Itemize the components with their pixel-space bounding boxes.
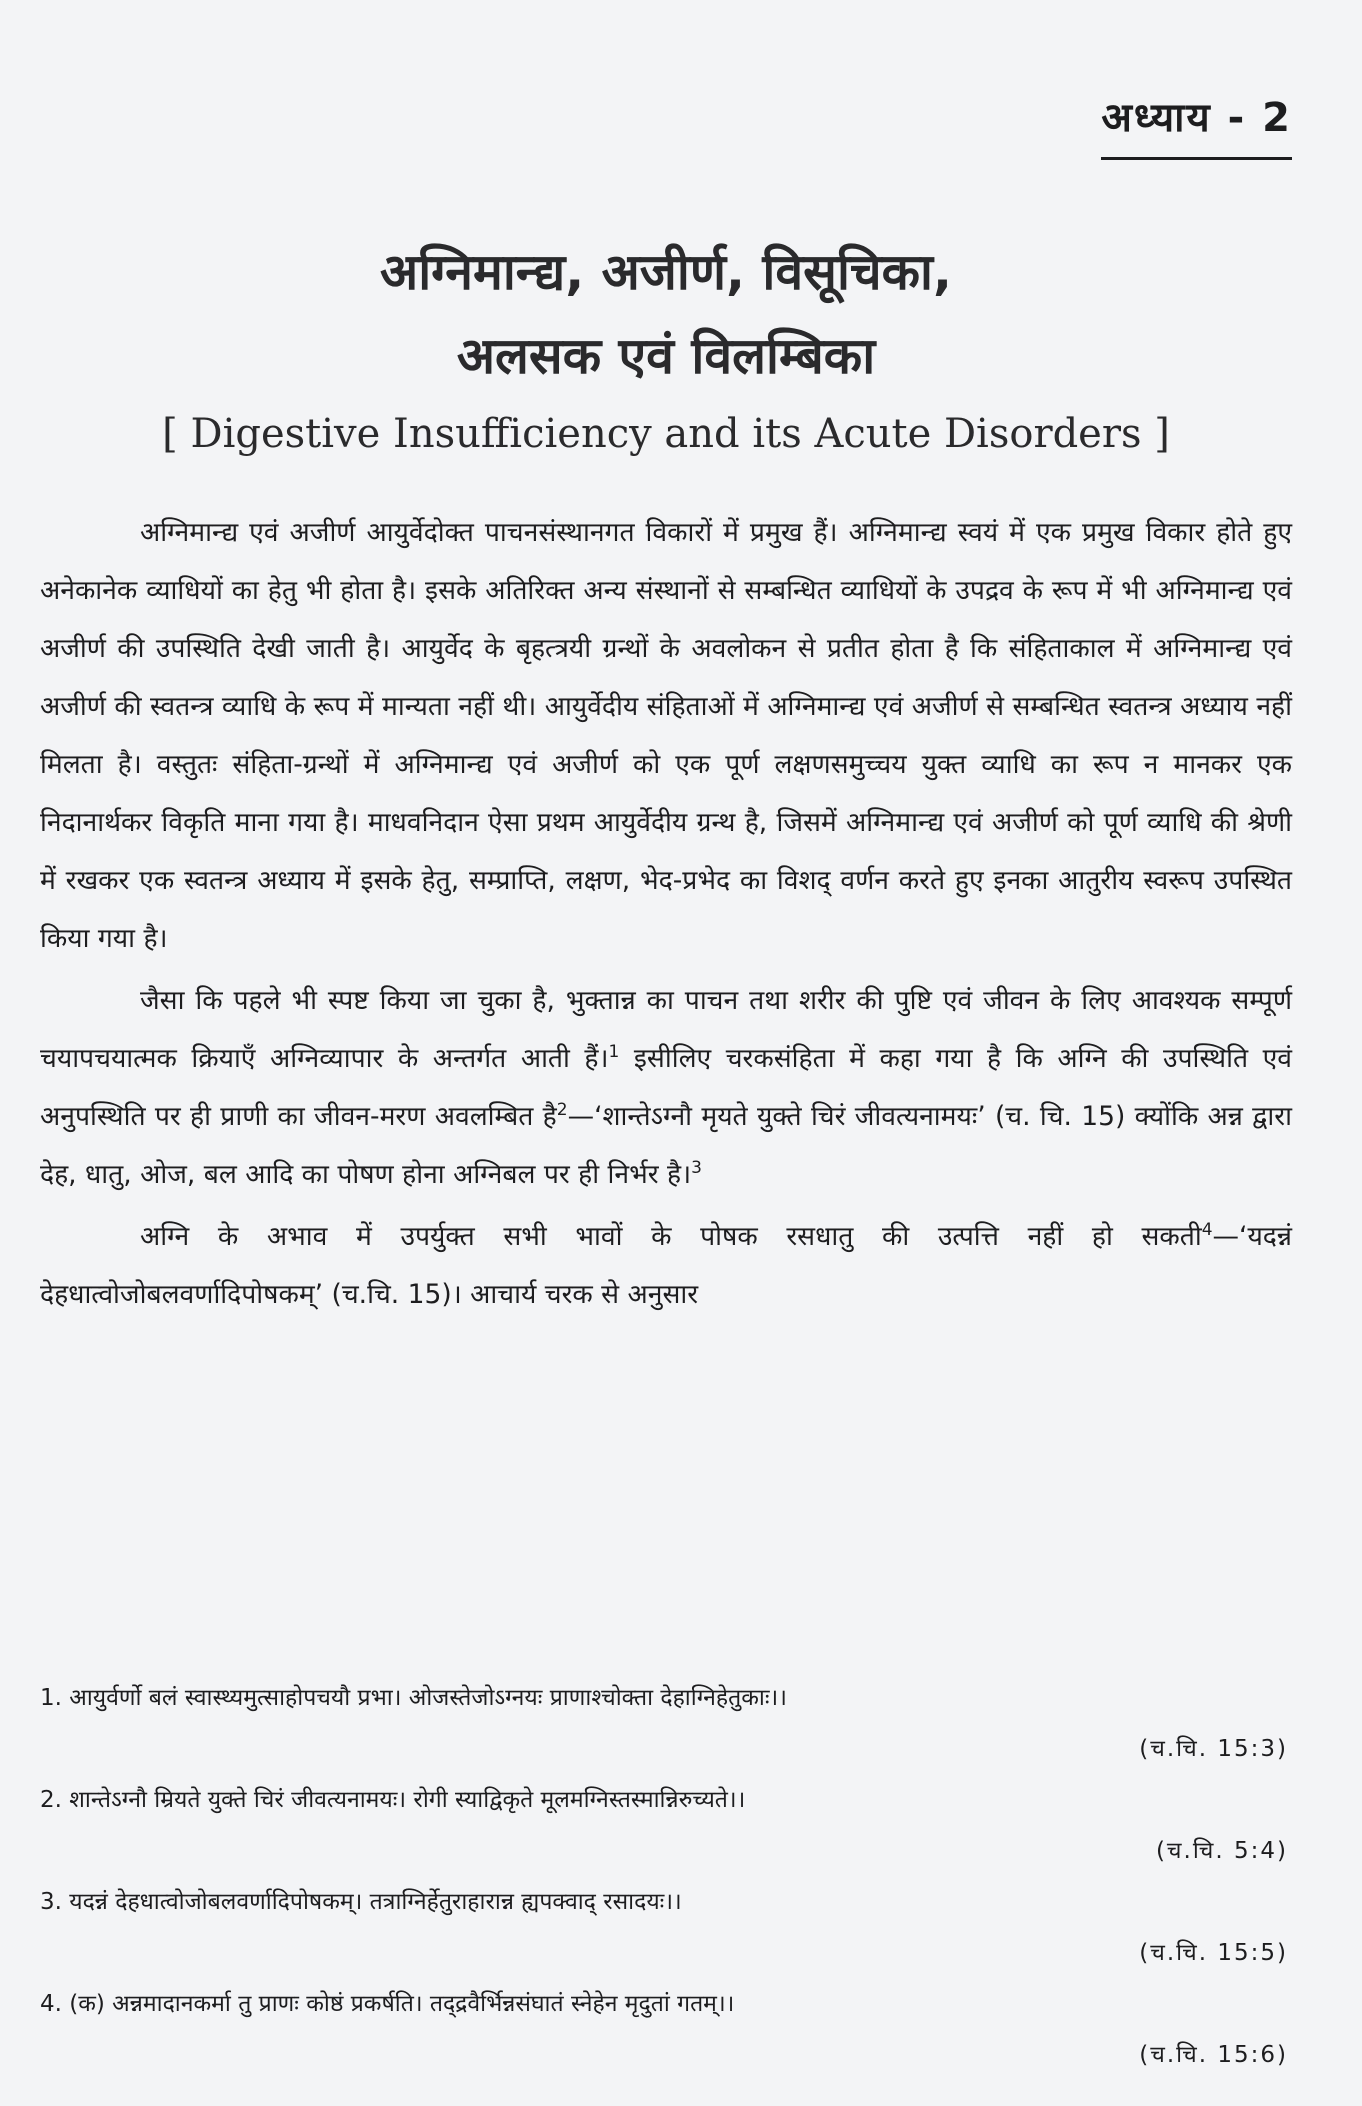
body-text	[40, 504, 1292, 1328]
title-block	[40, 230, 1292, 464]
footnote-ref-4: 4	[1201, 1220, 1213, 1240]
chapter-title-line-1: अग्निमान्द्य, अजीर्ण, विसूचिका,	[380, 243, 952, 301]
chapter-label: अध्याय - 2	[1101, 88, 1292, 160]
chapter-english-subtitle: [ Digestive Insufficiency and its Acute Disorders ]	[162, 411, 1170, 457]
paragraph-2	[40, 972, 1292, 1204]
paragraph-3	[40, 1208, 1292, 1324]
paragraph-1	[40, 504, 1292, 968]
paragraph-2-part-3: —‘शान्तेऽग्नौ मृयते युक्ते चिरं जीवत्यनामयः’ (च. चि. 15) क्योंकि अन्न द्वारा देह, धातु, ओज, बल आदि का पोषण होना अग्निबल पर ही निर्भर है।	[40, 1101, 1292, 1190]
footnote-ref-1: 1	[608, 1042, 620, 1062]
footnote-1-text: 1. आयुर्वर्णो बलं स्वास्थ्यमुत्साहोपचयौ प्रभा। ओजस्तेजोऽग्नयः प्राणाश्चोक्ता देहाग्निहेतुकाः।।	[40, 1685, 787, 1711]
paragraph-3-part-2: —‘यदन्नं देहधात्वोजोबलवर्णादिपोषकम्’ (च.चि. 15)। आचार्य चरक से अनुसार	[40, 1221, 1292, 1310]
chapter-title-line-2: अलसक एवं विलम्बिका	[456, 327, 876, 385]
footnote-ref-3: 3	[691, 1158, 702, 1178]
paragraph-1-text: अग्निमान्द्य एवं अजीर्ण आयुर्वेदोक्त पाचनसंस्थानगत विकारों में प्रमुख हैं। अग्निमान्द्य स्वयं में एक प्रमुख विकार होते हुए अनेकानेक व्याधियों का हेतु भी होता है। इसके अतिरिक्त अन्य संस्थानों से सम्बन्धित व्याधियों के उपद्रव के रूप में भी अग्निमान्द्य एवं अजीर्ण की उपस्थिति देखी जाती है। आयुर्वेद के बृहत्त्रयी ग्रन्थों के अवलोकन से प्रतीत होता है कि संहिताकाल में अग्निमान्द्य एवं अजीर्ण की स्वतन्त्र व्याधि के रूप में मान्यता नहीं थी। आयुर्वेदीय संहिताओं में अग्निमान्द्य एवं अजीर्ण से सम्बन्धित स्वतन्त्र अध्याय नहीं मिलता है। वस्तुतः संहिता-ग्रन्थों में अग्निमान्द्य एवं अजीर्ण को एक पूर्ण लक्षणसमुच्चय युक्त व्याधि का रूप न मानकर एक निदानार्थकर विकृति माना गया है। माधवनिदान ऐसा प्रथम आयुर्वेदीय ग्रन्थ है, जिसमें अग्निमान्द्य एवं अजीर्ण को पूर्ण व्याधि की श्रेणी में रखकर एक स्वतन्त्र अध्याय में इसके हेतु, सम्प्राप्ति, लक्षण, भेद-प्रभेद का विशद् वर्णन करते हुए इनका आतुरीय स्वरूप उपस्थित किया गया है।	[40, 517, 1292, 954]
footnote-1-citation: (च.चि. 15:3)	[1139, 1736, 1288, 1762]
footnote-2-citation: (च.चि. 5:4)	[1155, 1838, 1288, 1864]
footnote-2-text: 2. शान्तेऽग्नौ म्रियते युक्ते चिरं जीवत्यनामयः। रोगी स्याद्विकृते मूलमग्निस्तस्मान्निरुच्यते।।	[40, 1787, 746, 1813]
footnotes	[40, 1672, 1292, 2080]
paragraph-2-part-2: इसीलिए चरकसंहिता में कहा गया है कि अग्नि की उपस्थिति एवं अनुपस्थिति पर ही प्राणी का जीवन-मरण अवलम्बित है	[40, 1043, 1292, 1132]
footnote-ref-2: 2	[556, 1100, 568, 1120]
footnote-3-citation: (च.चि. 15:5)	[1139, 1940, 1288, 1966]
footnote-3-text: 3. यदन्नं देहधात्वोजोबलवर्णादिपोषकम्। तत्राग्निर्हेतुराहारान्न ह्यपक्वाद् रसादयः।।	[40, 1889, 682, 1915]
footnote-4-citation: (च.चि. 15:6)	[1139, 2042, 1288, 2068]
paragraph-3-part-1: अग्नि के अभाव में उपर्युक्त सभी भावों के पोषक रसधातु की उत्पत्ति नहीं हो सकती	[140, 1221, 1202, 1252]
footnote-4-text: 4. (क) अन्नमादानकर्मा तु प्राणः कोष्ठं प्रकर्षति। तद्द्रवैर्भिन्नसंघातं स्नेहेन मृदुतां गतम्।।	[40, 1991, 735, 2017]
paragraph-2-part-1: जैसा कि पहले भी स्पष्ट किया जा चुका है, भुक्तान्न का पाचन तथा शरीर की पुष्टि एवं जीवन के लिए आवश्यक सम्पूर्ण चयापचयात्मक क्रियाएँ अग्निव्यापार के अन्तर्गत आती हैं।	[40, 985, 1292, 1074]
